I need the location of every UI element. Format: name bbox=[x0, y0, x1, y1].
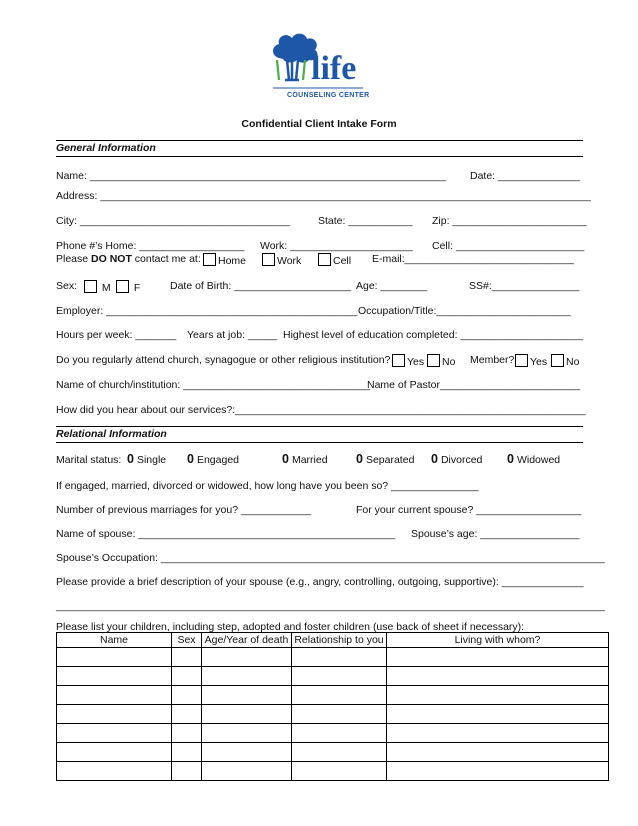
table-cell[interactable] bbox=[292, 667, 387, 686]
table-cell[interactable] bbox=[387, 667, 609, 686]
table-cell[interactable] bbox=[387, 648, 609, 667]
table-cell[interactable] bbox=[202, 743, 292, 762]
table-row bbox=[57, 686, 609, 705]
table-row bbox=[57, 743, 609, 762]
logo-word: life bbox=[311, 50, 357, 87]
how-long-field[interactable]: If engaged, married, divorced or widowed, how long have you been so? _______________ bbox=[56, 480, 479, 492]
table-cell[interactable] bbox=[57, 686, 172, 705]
table-cell[interactable] bbox=[387, 724, 609, 743]
state-field[interactable]: State: ___________ bbox=[318, 215, 413, 227]
table-row bbox=[57, 724, 609, 743]
marital-engaged-option[interactable]: 0 Engaged bbox=[187, 452, 239, 466]
date-field[interactable]: Date: ______________ bbox=[470, 170, 580, 182]
marital-single-option[interactable]: 0 Single bbox=[127, 452, 167, 466]
table-cell[interactable] bbox=[57, 724, 172, 743]
marital-widowed-option[interactable]: 0 Widowed bbox=[507, 452, 561, 466]
col-age-header: Age/Year of death bbox=[202, 633, 292, 648]
table-cell[interactable] bbox=[387, 686, 609, 705]
col-name-header: Name bbox=[57, 633, 172, 648]
table-cell[interactable] bbox=[292, 648, 387, 667]
checkbox[interactable] bbox=[515, 354, 528, 367]
checkbox[interactable] bbox=[318, 253, 331, 266]
spouse-marriages-field[interactable]: For your current spouse? __________________ bbox=[356, 504, 582, 516]
table-cell[interactable] bbox=[387, 743, 609, 762]
member-label: Member? bbox=[470, 354, 515, 366]
checkbox[interactable] bbox=[84, 280, 97, 293]
occupation-field[interactable]: Occupation/Title:_______________________ bbox=[358, 305, 571, 317]
table-cell[interactable] bbox=[172, 724, 202, 743]
table-cell[interactable] bbox=[292, 686, 387, 705]
checkbox[interactable] bbox=[203, 253, 216, 266]
city-field[interactable]: City: ____________________________________ bbox=[56, 215, 291, 227]
checkbox[interactable] bbox=[116, 280, 129, 293]
table-row bbox=[57, 762, 609, 781]
phone-work-field[interactable]: Work: _____________________ bbox=[260, 240, 413, 252]
table-cell[interactable] bbox=[292, 762, 387, 781]
dnc-home-option[interactable]: Home bbox=[203, 253, 246, 267]
section-divider bbox=[56, 140, 583, 141]
hours-field[interactable]: Hours per week: _______ bbox=[56, 329, 177, 341]
name-field[interactable]: Name: _____________________________________________________________ bbox=[56, 170, 447, 182]
table-cell[interactable] bbox=[57, 705, 172, 724]
table-cell[interactable] bbox=[292, 724, 387, 743]
logo-tagline: COUNSELING CENTER bbox=[287, 92, 370, 99]
table-cell[interactable] bbox=[57, 667, 172, 686]
children-table bbox=[56, 632, 609, 781]
table-row bbox=[57, 648, 609, 667]
table-cell[interactable] bbox=[57, 762, 172, 781]
checkbox[interactable] bbox=[262, 253, 275, 266]
zip-field[interactable]: Zip: _______________________ bbox=[432, 215, 587, 227]
table-header-row bbox=[57, 633, 609, 648]
marital-married-option[interactable]: 0 Married bbox=[282, 452, 328, 466]
table-cell[interactable] bbox=[57, 648, 172, 667]
member-yes-option[interactable]: Yes bbox=[515, 354, 547, 368]
phone-cell-field[interactable]: Cell: ______________________ bbox=[432, 240, 585, 252]
section-divider bbox=[56, 426, 583, 427]
table-cell[interactable] bbox=[387, 762, 609, 781]
table-row bbox=[57, 667, 609, 686]
table-cell[interactable] bbox=[292, 705, 387, 724]
education-field[interactable]: Highest level of education completed: _____________________ bbox=[283, 329, 584, 341]
spouse-name-field[interactable]: Name of spouse: ____________________________________________ bbox=[56, 528, 396, 540]
dnc-work-option[interactable]: Work bbox=[262, 253, 301, 267]
sex-label: Sex: bbox=[56, 280, 78, 292]
spouse-description-field[interactable]: Please provide a brief description of your spouse (e.g., angry, controlling, outgoing, supportive): ______________ bbox=[56, 576, 584, 588]
pastor-field[interactable]: Name of Pastor________________________ bbox=[367, 379, 581, 391]
sex-f-option[interactable]: F bbox=[116, 280, 140, 294]
spouse-description-line[interactable]: ______________________________________________________________________________________________ bbox=[56, 600, 605, 612]
table-cell[interactable] bbox=[202, 686, 292, 705]
ssn-field[interactable]: SS#:_______________ bbox=[469, 280, 580, 292]
email-field[interactable]: E-mail:_____________________________ bbox=[372, 253, 575, 265]
table-cell[interactable] bbox=[202, 667, 292, 686]
table-cell[interactable] bbox=[202, 724, 292, 743]
checkbox[interactable] bbox=[427, 354, 440, 367]
logo bbox=[265, 30, 370, 104]
previous-marriages-field[interactable]: Number of previous marriages for you? ____________ bbox=[56, 504, 312, 516]
table-cell[interactable] bbox=[172, 705, 202, 724]
phone-home-field[interactable]: Phone #’s Home: __________________ bbox=[56, 240, 245, 252]
do-not-contact-label: Please DO NOT contact me at: bbox=[56, 253, 201, 265]
children-prompt: Please list your children, including step, adopted and foster children (use back of sheet if necessary): bbox=[56, 621, 525, 633]
table-cell[interactable] bbox=[172, 762, 202, 781]
table-cell[interactable] bbox=[172, 686, 202, 705]
marital-separated-option[interactable]: 0 Separated bbox=[356, 452, 415, 466]
general-heading: General Information bbox=[56, 142, 583, 157]
col-living-header: Living with whom? bbox=[387, 633, 609, 648]
marital-status-label: Marital status: bbox=[56, 454, 122, 466]
church-yes-option[interactable]: Yes bbox=[392, 354, 424, 368]
col-relationship-header: Relationship to you bbox=[292, 633, 387, 648]
table-row bbox=[57, 705, 609, 724]
address-field[interactable]: Address: ____________________________________________________________________________________ bbox=[56, 190, 591, 202]
dnc-cell-option[interactable]: Cell bbox=[318, 253, 351, 267]
spouse-occupation-field[interactable]: Spouse’s Occupation: ____________________________________________________________________________ bbox=[56, 552, 605, 564]
table-cell[interactable] bbox=[202, 762, 292, 781]
table-cell[interactable] bbox=[292, 743, 387, 762]
employer-field[interactable]: Employer: ___________________________________________ bbox=[56, 305, 358, 317]
marital-divorced-option[interactable]: 0 Divorced bbox=[431, 452, 483, 466]
col-sex-header: Sex bbox=[172, 633, 202, 648]
table-cell[interactable] bbox=[172, 743, 202, 762]
table-cell[interactable] bbox=[202, 705, 292, 724]
table-cell[interactable] bbox=[172, 648, 202, 667]
form-title: Confidential Client Intake Form bbox=[241, 118, 397, 130]
years-field[interactable]: Years at job: _____ bbox=[187, 329, 278, 341]
dob-field[interactable]: Date of Birth: ____________________ bbox=[170, 280, 351, 292]
church-name-field[interactable]: Name of church/institution: ________________________________ bbox=[56, 379, 371, 391]
referral-field[interactable]: How did you hear about our services?:____________________________________________________________ bbox=[56, 404, 586, 416]
church-question: Do you regularly attend church, synagogue or other religious institution? bbox=[56, 354, 391, 366]
table-cell[interactable] bbox=[57, 743, 172, 762]
table-cell[interactable] bbox=[387, 705, 609, 724]
church-no-option[interactable]: No bbox=[427, 354, 455, 368]
table-cell[interactable] bbox=[172, 667, 202, 686]
relational-heading: Relational Information bbox=[56, 428, 583, 443]
table-cell[interactable] bbox=[202, 648, 292, 667]
age-field[interactable]: Age: ________ bbox=[356, 280, 428, 292]
checkbox[interactable] bbox=[551, 354, 564, 367]
checkbox[interactable] bbox=[392, 354, 405, 367]
member-no-option[interactable]: No bbox=[551, 354, 579, 368]
spouse-age-field[interactable]: Spouse’s age: _________________ bbox=[411, 528, 580, 540]
sex-m-option[interactable]: M bbox=[84, 280, 111, 294]
